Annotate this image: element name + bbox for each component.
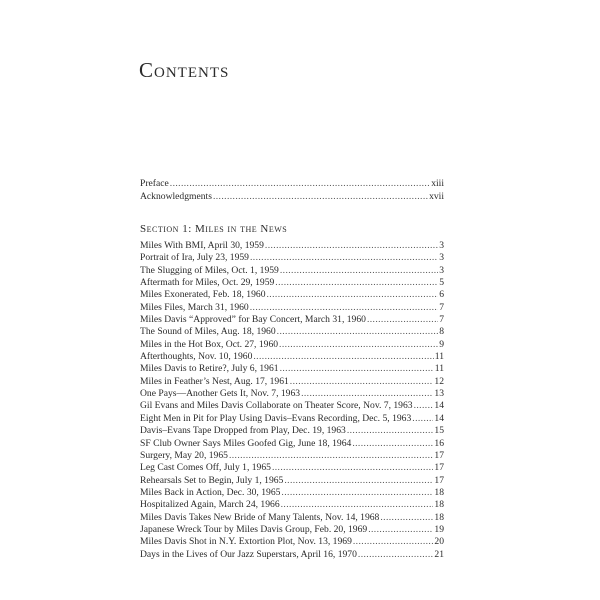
- toc-entry: [140, 178, 444, 191]
- dot-leader: [250, 252, 438, 264]
- toc-entry-title: Miles Davis “Approved” for Bay Concert, March 31, 1960: [140, 314, 366, 326]
- toc-entry: [140, 388, 444, 400]
- toc-entry-title: Gil Evans and Miles Davis Collaborate on Theater Score, Nov. 7, 1963: [140, 400, 413, 412]
- toc-entry-title: Miles Back in Action, Dec. 30, 1965: [140, 486, 281, 498]
- dot-leader: [352, 438, 433, 450]
- toc-entry-title: Preface: [140, 178, 169, 189]
- toc-entry: [140, 475, 444, 487]
- toc-page-number: 18: [434, 511, 444, 523]
- toc-entry: [140, 487, 444, 499]
- toc-entry: [140, 536, 444, 548]
- toc-page-number: 13: [434, 388, 444, 400]
- toc-page-number: 11: [434, 363, 444, 375]
- toc-entry: [140, 549, 444, 561]
- toc-entry: [140, 277, 444, 289]
- toc-entry-list: [140, 240, 444, 561]
- toc-entry: [140, 302, 444, 314]
- toc-entry: [140, 289, 444, 301]
- toc-page-number: 5: [439, 277, 444, 289]
- toc-page-number: 3: [439, 240, 444, 251]
- toc-entry-title: Miles With BMI, April 30, 1959: [140, 240, 264, 251]
- dot-leader: [368, 524, 433, 536]
- dot-leader: [265, 240, 438, 252]
- toc-entry: [140, 326, 444, 338]
- toc-entry-title: Acknowledgments: [140, 190, 212, 202]
- toc-page-number: 6: [439, 289, 444, 301]
- toc-entry: [140, 339, 444, 351]
- dot-leader: [290, 376, 434, 388]
- toc-entry: [140, 314, 444, 326]
- toc-page-number: 3: [439, 264, 444, 276]
- toc-entry: [140, 376, 444, 388]
- dot-leader: [280, 265, 438, 277]
- toc-entry-title: The Slugging of Miles, Oct. 1, 1959: [140, 264, 279, 276]
- toc-entry-title: Leg Cast Comes Off, July 1, 1965: [140, 462, 271, 474]
- toc-entry-title: Miles in the Hot Box, Oct. 27, 1960: [140, 338, 279, 350]
- dot-leader: [280, 363, 434, 375]
- toc-entry: [140, 240, 444, 252]
- dot-leader: [275, 277, 438, 289]
- toc-entry-title: Miles Davis to Retire?, July 6, 1961: [140, 363, 279, 375]
- front-matter-list: [140, 178, 444, 203]
- toc-entry-title: Eight Men in Pit for Play Using Davis–Evans Recording, Dec. 5, 1963: [140, 412, 412, 424]
- dot-leader: [277, 326, 439, 338]
- toc-page-number: 7: [439, 301, 444, 313]
- toc-entry-title: Surgery, May 20, 1965: [140, 449, 228, 461]
- toc-entry-title: Hospitalized Again, March 24, 1966: [140, 499, 280, 511]
- toc-entry: [140, 462, 444, 474]
- toc-page-number: 15: [434, 425, 444, 437]
- toc-entry: [140, 400, 444, 412]
- toc-page-number: xvii: [429, 190, 444, 202]
- toc-page-number: 3: [439, 252, 444, 264]
- toc-page-number: 21: [434, 548, 444, 560]
- dot-leader: [353, 536, 434, 548]
- toc-page-number: 16: [434, 437, 444, 449]
- toc-entry-title: Days in the Lives of Our Jazz Superstars, April 16, 1970: [140, 548, 357, 560]
- dot-leader: [358, 549, 434, 561]
- dot-leader: [380, 512, 433, 524]
- toc-entry: [140, 524, 444, 536]
- dot-leader: [229, 450, 433, 462]
- toc-page-number: 14: [434, 400, 444, 412]
- dot-leader: [301, 388, 433, 400]
- toc-entry-title: SF Club Owner Says Miles Goofed Gig, June 18, 1964: [140, 437, 352, 449]
- dot-leader: [414, 400, 434, 412]
- toc-page-number: 18: [434, 499, 444, 511]
- dot-leader: [267, 289, 439, 301]
- toc-entry: [140, 363, 444, 375]
- toc-page-number: 12: [434, 375, 444, 387]
- dot-leader: [250, 302, 438, 314]
- toc-entry: [140, 438, 444, 450]
- toc-entry-title: Portrait of Ira, July 23, 1959: [140, 252, 249, 264]
- toc-entry-title: Afterthoughts, Nov. 10, 1960: [140, 351, 253, 363]
- toc-entry: [140, 499, 444, 511]
- toc-entry-title: Japanese Wreck Tour by Miles Davis Group, Feb. 20, 1969: [140, 523, 368, 535]
- toc-entry: [140, 512, 444, 524]
- toc-entry: [140, 413, 444, 425]
- toc-entry-title: Miles Davis Takes New Bride of Many Talents, Nov. 14, 1968: [140, 511, 380, 523]
- toc-page-number: 17: [434, 449, 444, 461]
- toc-page-number: 20: [434, 536, 444, 548]
- toc-page-number: 19: [434, 523, 444, 535]
- dot-leader: [281, 487, 433, 499]
- page-title: Contents: [139, 58, 230, 82]
- toc-entry-title: Miles Files, March 31, 1960: [140, 301, 249, 313]
- toc-entry: [140, 252, 444, 264]
- toc-entry-title: Davis–Evans Tape Dropped from Play, Dec. 19, 1963: [140, 425, 346, 437]
- toc-page-number: 9: [439, 338, 444, 350]
- dot-leader: [367, 314, 438, 326]
- dot-leader: [281, 499, 434, 511]
- dot-leader: [284, 475, 433, 487]
- dot-leader: [170, 178, 430, 191]
- toc-page-number: 17: [434, 474, 444, 486]
- toc-entry-title: Aftermath for Miles, Oct. 29, 1959: [140, 277, 275, 289]
- dot-leader: [213, 191, 428, 204]
- section-heading: Section 1: Miles in the News: [140, 223, 288, 235]
- toc-page-number: xiii: [431, 178, 444, 189]
- toc-entry-title: Miles in Feather’s Nest, Aug. 17, 1961: [140, 375, 289, 387]
- dot-leader: [412, 413, 433, 425]
- dot-leader: [279, 339, 438, 351]
- toc-page-number: 11: [434, 351, 444, 363]
- dot-leader: [272, 462, 433, 474]
- dot-leader: [253, 351, 433, 363]
- dot-leader: [347, 425, 434, 437]
- toc-page-number: 17: [434, 462, 444, 474]
- toc-entry: [140, 450, 444, 462]
- toc-page-number: 8: [439, 326, 444, 338]
- toc-entry-title: Rehearsals Set to Begin, July 1, 1965: [140, 474, 284, 486]
- toc-page-number: 7: [439, 314, 444, 326]
- toc-entry: [140, 265, 444, 277]
- toc-entry-title: Miles Davis Shot in N.Y. Extortion Plot, Nov. 13, 1969: [140, 536, 352, 548]
- toc-entry-title: The Sound of Miles, Aug. 18, 1960: [140, 326, 276, 338]
- toc-entry: [140, 191, 444, 204]
- toc-page-number: 18: [434, 486, 444, 498]
- toc-page-number: 14: [434, 412, 444, 424]
- toc-entry-title: One Pays—Another Gets It, Nov. 7, 1963: [140, 388, 301, 400]
- toc-entry-title: Miles Exonerated, Feb. 18, 1960: [140, 289, 266, 301]
- toc-entry: [140, 351, 444, 363]
- toc-entry: [140, 425, 444, 437]
